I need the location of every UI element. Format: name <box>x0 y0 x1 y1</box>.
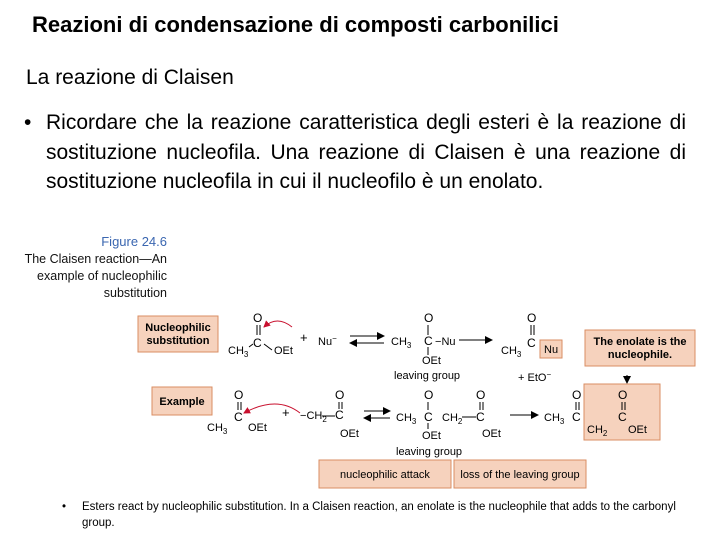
figure-note <box>62 499 702 531</box>
reaction-figure <box>132 305 710 495</box>
r2m3-ch2: $CH_2$ <box>442 412 463 426</box>
r2m3-o: O <box>424 388 434 402</box>
r2m1-oet: OEt <box>248 422 267 434</box>
r2m3-oet2: OEt <box>482 428 501 440</box>
main-bullet <box>24 108 686 197</box>
r1m3-ch3: $CH_3$ <box>501 345 522 359</box>
note-text: Esters react by nucleophilic substitution. In a Claisen reaction, an enolate is the nucleophile that adds to the carbonyl group. <box>82 501 676 529</box>
r1m1-ch3: $CH_3$ <box>228 345 249 359</box>
r2m2-ch2: $-CH_2$ <box>300 410 327 424</box>
figure-caption: The Claisen reaction—An example of nucleophilic substitution <box>24 252 167 300</box>
r2m4-ch3: $CH_3$ <box>544 412 565 426</box>
note-bullet: • <box>62 501 67 513</box>
reaction-diagram <box>132 305 710 495</box>
r2m2-c: C <box>335 408 344 422</box>
leaving-group-2: leaving group <box>396 446 463 458</box>
r2m4-oet: OEt <box>628 424 647 436</box>
r2m3-oet: OEt <box>422 430 441 442</box>
box-nucleophilic-line2: substitution <box>146 335 210 347</box>
figure-label: Figure 24.6 <box>101 234 167 249</box>
slide-title: Reazioni di condensazione di composti carbonilici <box>32 12 559 37</box>
box-enolate-line2: nucleophile. <box>607 349 673 361</box>
r2m3-o2: O <box>476 388 486 402</box>
nu-box-label: Nu <box>544 344 559 356</box>
nu-minus: Nu− <box>318 334 337 348</box>
curved-arrow-2 <box>244 404 300 413</box>
box-enolate-line1: The enolate is the <box>593 336 687 348</box>
box-nuc-attack-label: nucleophilic attack <box>340 469 430 481</box>
r1m2-c: C <box>424 334 433 348</box>
r1m1-o: O <box>253 311 263 325</box>
r2m4-c2: C <box>618 410 627 424</box>
r1m3-c: C <box>527 336 536 350</box>
r2m4-o2: O <box>618 388 628 402</box>
bullet-text: Ricordare che la reazione caratteristica degli esteri è la reazione di sostituzione nucleofila. Una reazione di Claisen è una reazione di sostituzione nucleofila in cui il nucleofilo è un enolato. <box>46 111 686 193</box>
curved-arrow-1 <box>264 321 292 327</box>
r2m2-oet: OEt <box>340 428 359 440</box>
r1m2-ch3: $CH_3$ <box>391 336 412 350</box>
r2m2-o: O <box>335 388 345 402</box>
r2m1-c: C <box>234 410 243 424</box>
r1m1-oet: OEt <box>274 345 293 357</box>
plus-eto: + EtO− <box>518 370 552 384</box>
r2m4-c: C <box>572 410 581 424</box>
r1m3-o: O <box>527 311 537 325</box>
r1m2-oet: OEt <box>422 355 441 367</box>
r2m3-c2: C <box>476 410 485 424</box>
bullet-dot: • <box>24 111 32 134</box>
r2m1-o: O <box>234 388 244 402</box>
r1m2-o: O <box>424 311 434 325</box>
r1m1-c: C <box>253 336 262 350</box>
r2m3-ch3: $CH_3$ <box>396 412 417 426</box>
r2m4-ch2: $CH_2$ <box>587 424 608 438</box>
box-loss-leaving-label: loss of the leaving group <box>460 469 580 481</box>
r2m4-o: O <box>572 388 582 402</box>
box-nucleophilic-line1: Nucleophilic <box>145 322 211 334</box>
plus-1: + <box>300 330 308 345</box>
leaving-group-1: leaving group <box>394 370 461 382</box>
slide-subtitle: La reazione di Claisen <box>26 66 234 89</box>
r2m1-ch3: $CH_3$ <box>207 422 228 436</box>
r2m3-c: C <box>424 410 433 424</box>
r1m2-nu: −Nu <box>435 336 456 348</box>
box-example-label: Example <box>159 396 205 408</box>
plus-2: + <box>282 405 290 420</box>
